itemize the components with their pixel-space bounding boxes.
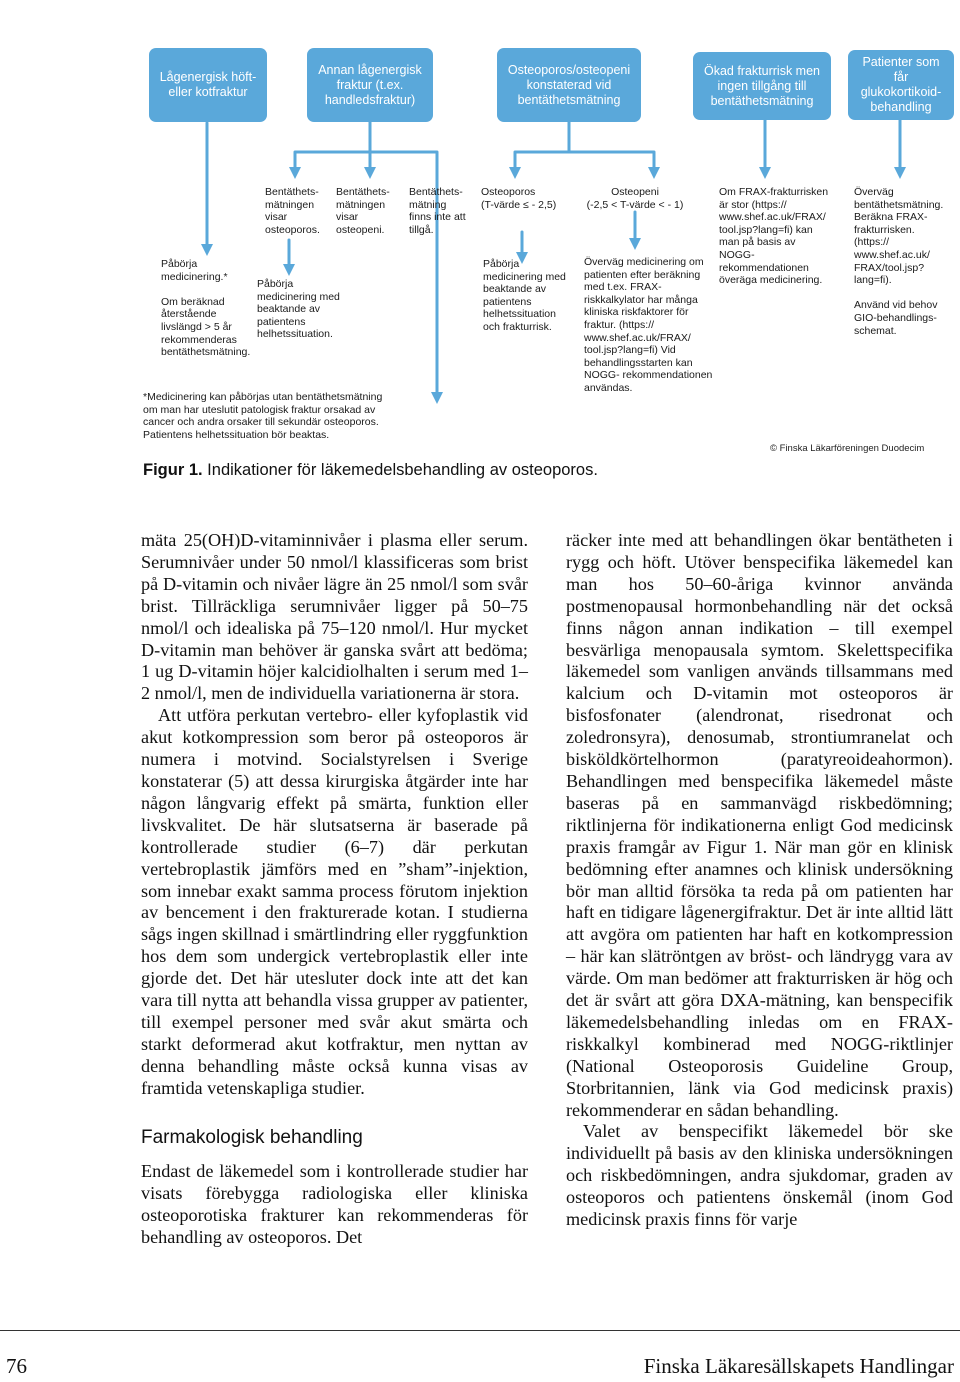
box-hip-vertebral-fracture [149, 48, 267, 122]
copyright-notice: © Finska Läkarföreningen Duodecim [770, 443, 925, 454]
section-heading: Farmakologisk behandling [141, 1126, 363, 1148]
b3-osteopenia-action-text: Överväg medicinering om patienten efter beräkning med t.ex. FRAX- riskkalkylator har många kliniska riskfaktorer för fraktur. (https:// www.shef.ac.uk/FRAX/ tool.jsp?lang=fi) Vid behandlingsstarten kan NOGG- rekommendationen användas. [584, 256, 713, 394]
page-number: 76 [6, 1354, 27, 1378]
b3-action-text: Påbörja medicinering med beaktande av patientens helhetssituation och frakturrisk. [483, 258, 566, 333]
box-label: Annan lågenergisk fraktur (t.ex. handledsfraktur) [318, 62, 422, 107]
b4-text: Om FRAX-frakturrisken är stor (https:// www.shef.ac.uk/FRAX/ tool.jsp?lang=fi) kan man på basis av NOGG- rekommendationen överäga medicinering. [719, 186, 829, 287]
box-label: Patienter som får glukokortikoid-behandling [860, 55, 942, 114]
b1-text: Påbörja medicinering.* Om beräknad återstående livslängd > 5 år rekommenderas bentäthetsmätning. [161, 258, 251, 359]
box-label: Lågenergisk höft- eller kotfraktur [159, 70, 257, 99]
box-glucocorticoid [848, 50, 954, 120]
box-label: Ökad frakturrisk men ingen tillgång till bentäthetsmätning [703, 63, 820, 108]
figure-caption [143, 461, 598, 480]
b2-action-text: Påbörja medicinering med beaktande av patientens helhetssituation. [257, 278, 340, 341]
caption-text: Indikationer för läkemedelsbehandling av osteoporos. [202, 461, 598, 479]
right-column [566, 530, 953, 1231]
connector-b3-left [515, 122, 569, 173]
box-other-fracture [307, 48, 433, 122]
right-paragraph-1: räcker inte med att behandlingen ökar bentätheten i rygg och höft. Utöver benspecifika läkemedel kan man hos 50–60-åriga kvinnor använda postmenopausal hormonbehandling när det också finns någon annan indikation – till exempel besvärliga menopausala symtom. Skelettspecifika läkemedel som vanligen används tillsammans med kalcium och D-vitamin mot osteoporos är bisfosfonater (alendronat, risedronat och zoledronsyra), denosumab, strontiumranelat och bisköldkörtelhormon (paratyreoideahormon). Behandlingen med benspecifika läkemedel måste baseras på en sammanvägd riskbedömning; riktlinjerna för indikationerna enligt God medicinsk praxis framgår av Figur 1. När man gör en klinisk bedömning efter anamnes och klinisk undersökning bör man alltid försöka ta reda på om patienten har haft en tidigare lågenergifraktur. Det är inte alltid lätt att avgöra om patienten har haft en kotkompression – här kan slätröntgen av bröst- och ländrygg vara av värde. Om man bedömer att frakturrisken är hög och det är svårt att göra DXA-mätning, kan benspecifik läkemedelsbehandling inledas om en FRAX-riskkalkyl kombinerad med NOGG-riktlinjer (National Osteoporosis Guideline Group, Storbritannien, länk via God medicinsk praxis) rekommenderar en sådan behandling. [566, 530, 953, 1120]
box-increased-risk [693, 52, 831, 120]
b2-osteoporosis-text: Bentäthets- mätningen visar osteoporos. [265, 186, 320, 236]
b3-osteopenia-text: Osteopeni (-2,5 < T-värde < - 1) [586, 186, 684, 211]
box-osteoporosis-confirmed [497, 48, 641, 122]
connector-b2-left [295, 122, 370, 173]
footer-rule [0, 1330, 960, 1331]
b3-osteoporosis-text: Osteoporos (T-värde ≤ - 2,5) [481, 186, 557, 211]
left-paragraph-1: mäta 25(OH)D-vitaminnivåer i plasma eller serum. Serumnivåer under 50 nmol/l klassificeras som brist på D-vitamin och nivåer lägre än 25 nmol/l som svår brist. Tillräckliga serumnivåer ligger på 50–75 nmol/l och idealiska på 75–120 nmol/l. Hur mycket D-vitamin man behöver är ganska svårt att bedöma; 1 ug D-vitamin höjer kalcidiolhalten i serum med 1–2 nmol/l, men de individuella variationerna är stora. [141, 530, 528, 704]
caption-label: Figur 1. [143, 461, 203, 479]
left-paragraph-3: Endast de läkemedel som i kontrollerade studier har visats förebygga radiologiska eller kliniska osteoporotiska frakturer kan rekommenderas för behandling av osteoporos. Det [141, 1161, 528, 1248]
journal-name: Finska Läkaresällskapets Handlingar [643, 1354, 954, 1378]
b2-no-access-text: Bentäthets- mätning finns inte att tillgå. [409, 186, 466, 236]
right-paragraph-2: Valet av benspecifikt läkemedel bör ske individuellt på basis av den kliniska undersökningen och riskbedömningen, andra sjukdomar, graden av osteoporos och patientens önskemål (inom God medicinsk praxis finns för varje [566, 1121, 953, 1230]
figure-footnote: *Medicinering kan påbörjas utan bentäthetsmätning om man har uteslutit patologisk fraktur orsakad av cancer och andra orsaker till sekundär osteoporos. Patientens helhetssituation bör beaktas. [143, 391, 383, 441]
left-paragraph-2: Att utföra perkutan vertebro- eller kyfoplastik vid akut kotkompression som beror på osteoporos är numera i motvind. Socialstyrelsen i Sverige konstaterar (5) att dessa kirurgiska åtgärder inte har någon långvarig effekt på smärta, funktion eller livskvalitet. De här slutsatserna är baserade på kontrollerade studier (6–7) där perkutan vertebroplastik jämförs med en ”sham”-injektion, som innebar exakt samma process förutom injektion av bencement i den frakturerade kotan. I studierna sågs ingen skillnad i smärtlindring eller ryggfunktion hos dem som undergick vertebroplastik eller inte gjorde det. Det här utesluter dock inte att det kan vara till nytta att behandla vissa grupper av patienter, till exempel personer med svår akut smärta och starkt deformerad akut kotfraktur, men nyttan av denna behandling måste också kunna visas av framtida vetenskapliga studier. [141, 705, 528, 1098]
box-label: Osteoporos/osteopeni konstaterad vid bentäthetsmätning [507, 62, 631, 107]
left-column [141, 530, 528, 1249]
connector-b3-right [569, 152, 654, 173]
b5-text: Överväg bentäthetsmätning. Beräkna FRAX- frakturrisken. (https:// www.shef.ac.uk/ FRAX/tool.jsp? lang=fi). Använd vid behov GIO-behandlings- schemat. [854, 186, 944, 337]
b2-osteopenia-text: Bentäthets- mätningen visar osteopeni. [336, 186, 390, 236]
